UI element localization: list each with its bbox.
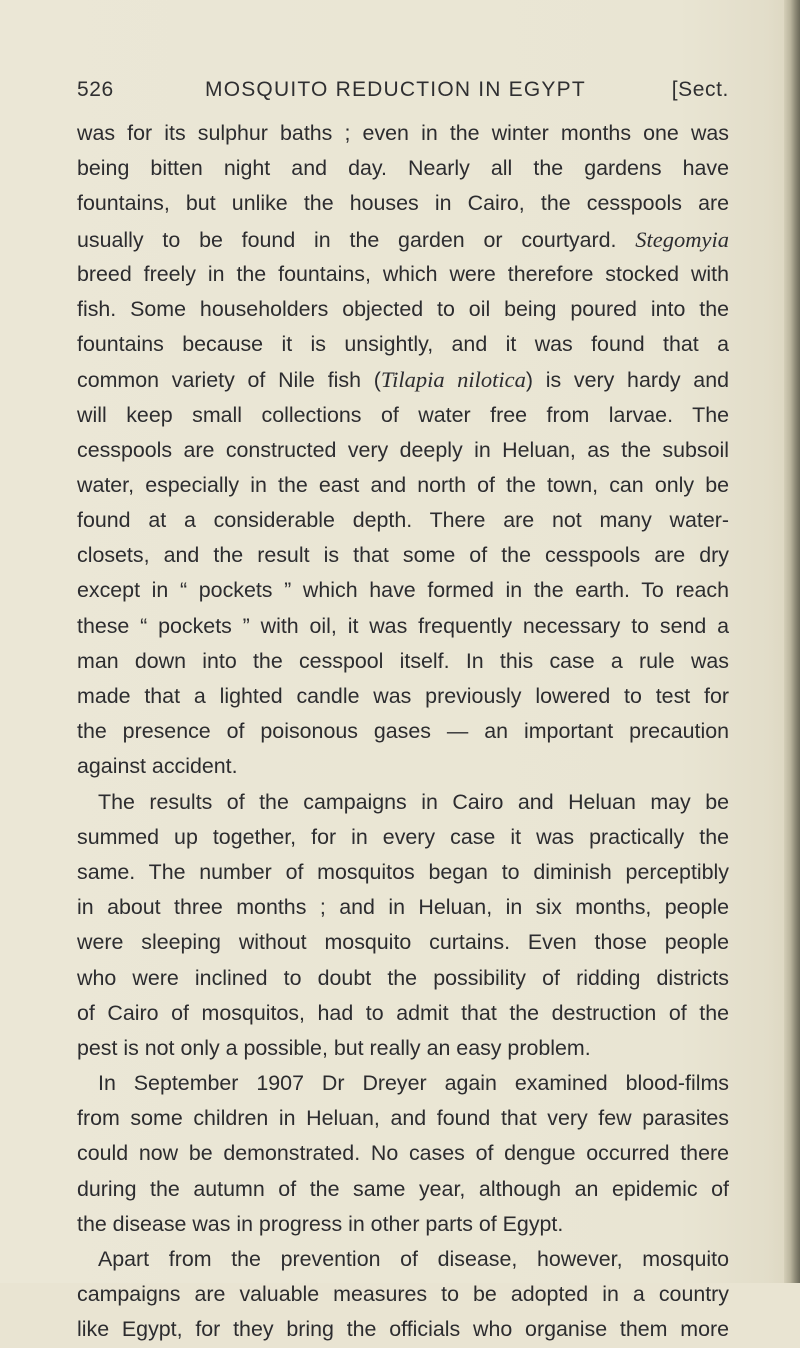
text-line: fish. Some householders objected to oil being poured into the	[77, 296, 729, 321]
text-line: of Cairo of mosquitos, had to admit that the destruction of the	[77, 1000, 729, 1025]
text-line: like Egypt, for they bring the officials who organise them more	[77, 1317, 729, 1342]
text-line: these “ pockets ” with oil, it was frequently necessary to send a	[77, 613, 729, 638]
text-line: same. The number of mosquitos began to diminish perceptibly	[77, 859, 729, 884]
text-line	[77, 222, 729, 257]
text-line: pest is not only a possible, but really an easy problem.	[77, 1035, 591, 1060]
text-line: except in “ pockets ” which have formed in the earth. To reach	[77, 578, 729, 603]
text-line: being bitten night and day. Nearly all the gardens have	[77, 156, 729, 181]
text-line: breed freely in the fountains, which were therefore stocked with	[77, 261, 729, 286]
body-text	[77, 116, 729, 1348]
text-line: could now be demonstrated. No cases of dengue occurred there	[77, 1141, 729, 1166]
text-line: man down into the cesspool itself. In this case a rule was	[77, 648, 729, 673]
text-line: The results of the campaigns in Cairo and Heluan may be	[98, 789, 729, 814]
text-line: in about three months ; and in Heluan, in six months, people	[77, 895, 729, 920]
text-line: In September 1907 Dr Dreyer again examined blood-films	[98, 1071, 729, 1096]
text-line: will keep small collections of water free from larvae. The	[77, 402, 729, 427]
page-edge-shadow	[784, 0, 800, 1283]
section-marker: [Sect.	[671, 78, 729, 101]
text-line: fountains, but unlike the houses in Cairo, the cesspools are	[77, 191, 729, 216]
italic-species-name: Tilapia nilotica	[380, 367, 526, 393]
text-line: the presence of poisonous gases — an important precaution	[77, 719, 729, 744]
text-line: made that a lighted candle was previously lowered to test for	[77, 684, 729, 708]
running-head	[77, 76, 729, 112]
text-line: summed up together, for in every case it was practically the	[77, 824, 729, 849]
text-run: ) is very hardy and	[525, 368, 729, 393]
text-line: campaigns are valuable measures to be adopted in a country	[77, 1282, 729, 1307]
text-line: during the autumn of the same year, although an epidemic of	[77, 1176, 729, 1201]
italic-species-name: Stegomyia	[635, 226, 729, 252]
running-title: MOSQUITO REDUCTION IN EGYPT	[205, 78, 586, 101]
text-line: found at a considerable depth. There are not many water-	[77, 508, 729, 533]
text-line: from some children in Heluan, and found that very few parasites	[77, 1106, 729, 1131]
text-line: the disease was in progress in other parts of Egypt.	[77, 1211, 564, 1236]
text-line: against accident.	[77, 754, 238, 779]
page-number: 526	[77, 78, 114, 101]
text-line: fountains because it is unsightly, and it was found that a	[77, 332, 729, 357]
text-line: were sleeping without mosquito curtains. Even those people	[77, 930, 729, 955]
text-line: who were inclined to doubt the possibility of ridding districts	[77, 965, 729, 990]
text-line: was for its sulphur baths ; even in the winter months one was	[77, 121, 729, 145]
text-run: common variety of Nile fish (	[77, 368, 381, 393]
text-line: cesspools are constructed very deeply in Heluan, as the subsoil	[77, 437, 729, 462]
text-run: usually to be found in the garden or courtyard.	[77, 227, 636, 252]
text-line: closets, and the result is that some of the cesspools are dry	[77, 543, 729, 568]
text-line	[77, 362, 729, 397]
text-line: water, especially in the east and north of the town, can only be	[77, 472, 729, 497]
text-line: Apart from the prevention of disease, however, mosquito	[98, 1247, 729, 1271]
